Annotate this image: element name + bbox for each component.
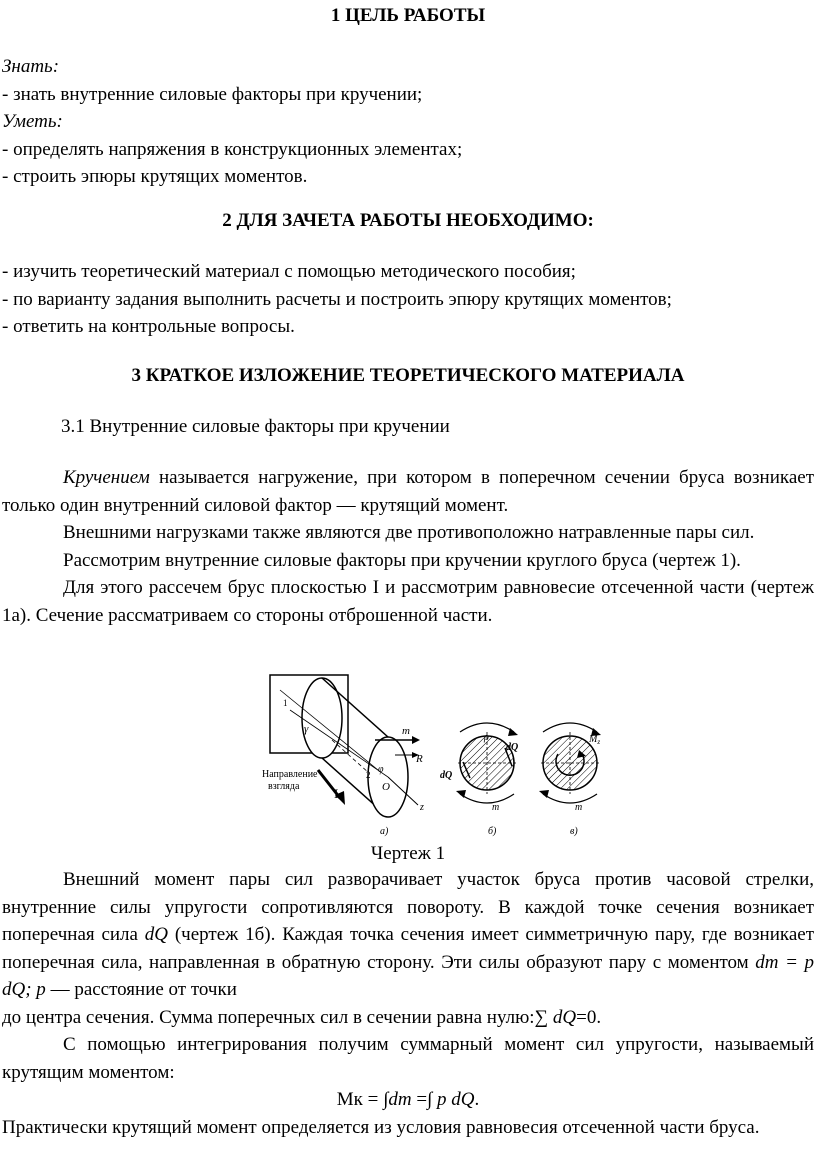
requirement-item: - по варианту задания выполнить расчеты и построить эпюру крутящих моментов; [2, 288, 672, 310]
figure-caption: Чертеж 1 [370, 843, 446, 864]
formula-part: . [474, 1089, 480, 1110]
paragraph-torsion-definition [2, 464, 814, 519]
plane-label: I [334, 786, 339, 801]
able-item: - строить эпюры крутящих моментов. [2, 166, 308, 187]
mz-label: $M_z$ [589, 734, 601, 746]
angle-label: γ [304, 723, 309, 735]
term-torsion: Кручением [63, 467, 150, 488]
dq-label: dQ [506, 742, 519, 753]
know-label: Знать: [2, 56, 60, 77]
subsection-title: 3.1 Внутренние силовые факторы при кручении [61, 416, 450, 437]
point-label: 1 [283, 698, 288, 708]
able-label: Уметь: [2, 111, 63, 132]
requirement-item: - ответить на контрольные вопросы. [2, 316, 295, 337]
formula-part: Мк = ∫ [336, 1089, 389, 1110]
axis-label: z [420, 802, 424, 813]
section-3-title: 3 КРАТКОЕ ИЗЛОЖЕНИЕ ТЕОРЕТИЧЕСКОГО МАТЕРИАЛА [131, 365, 685, 386]
section-1-title: 1 ЦЕЛЬ РАБОТЫ [330, 5, 486, 26]
moment-label: m [402, 725, 410, 737]
moment-label: m [575, 802, 583, 813]
requirement-item: - изучить теоретический материал с помощью методического пособия; [2, 261, 576, 282]
paragraph-section-cut: Для этого рассечем брус плоскостью I и рассмотрим равновесие отсеченной части (чертеж 1а). Сечение рассматриваем со стороны отброшенной части. [2, 577, 814, 626]
section-2-title: 2 ДЛЯ ЗАЧЕТА РАБОТЫ НЕОБХОДИМО: [222, 210, 594, 231]
paragraph-text: Внешний момент пары сил разворачивает участок бруса против часовой стрелки, внутренние силы упругости сопротивляются повороту. В каждой точке сечения возникает поперечная сила [2, 869, 814, 945]
radius-label: R [416, 753, 423, 765]
formula-part: p dQ [436, 1089, 475, 1110]
view-direction-label: взгляда [268, 781, 300, 792]
paragraph-integration: С помощью интегрирования получим суммарный момент сил упругости, называемый крутящим моментом: [2, 1034, 814, 1083]
angle-label: φ [378, 764, 384, 775]
figure-1 [0, 670, 816, 840]
paragraph-text: называется нагружение, при котором в поперечном сечении бруса возникает только один внутренний силовой фактор — крутящий момент. [2, 467, 814, 516]
dq-label: dQ [440, 770, 453, 781]
paragraph-text: =0. [576, 1006, 602, 1028]
point-label: 2 [366, 770, 371, 780]
rho-label: ρ [484, 732, 489, 743]
formula-part: dm [388, 1089, 412, 1110]
torsion-drawing [0, 670, 816, 840]
formula-dq: dQ [144, 924, 169, 945]
paragraph-sum-forces [2, 1004, 814, 1032]
know-item: - знать внутренние силовые факторы при кручении; [2, 83, 423, 105]
paragraph-consider: Рассмотрим внутренние силовые факторы при кручении круглого бруса (чертеж 1). [63, 549, 741, 571]
able-item: - определять напряжения в конструкционных элементах; [2, 138, 463, 160]
paragraph-text: — расстояние от точки [45, 979, 237, 1000]
view-direction-label: Направление [262, 769, 318, 780]
subfigure-label: а) [380, 826, 389, 837]
formula-dq: dQ [552, 1006, 577, 1028]
center-label: O [382, 781, 390, 793]
formula-dm: dm = p dQ; p [2, 951, 814, 1000]
paragraph-external-moment [2, 866, 814, 1004]
paragraph-practical: Практически крутящий момент определяется из условия равновесия отсеченной части бруса. [2, 1116, 760, 1138]
subfigure-label: в) [570, 826, 578, 837]
formula-part: =∫ [411, 1089, 437, 1110]
torque-formula [2, 1086, 814, 1114]
paragraph-text: (чертеж 1б). Каждая точка сечения имеет симметричную пару, где возникает поперечная сила, направленная в обратную сторону. Эти силы образуют пару с моментом [2, 924, 814, 973]
paragraph-external-loads: Внешними нагрузками также являются две противоположно натравленные пары сил. [63, 522, 755, 543]
paragraph-text: до центра сечения. Сумма поперечных сил в сечении равна нулю:∑ [2, 1006, 553, 1028]
subfigure-label: б) [488, 826, 497, 837]
moment-label: m [492, 802, 500, 813]
